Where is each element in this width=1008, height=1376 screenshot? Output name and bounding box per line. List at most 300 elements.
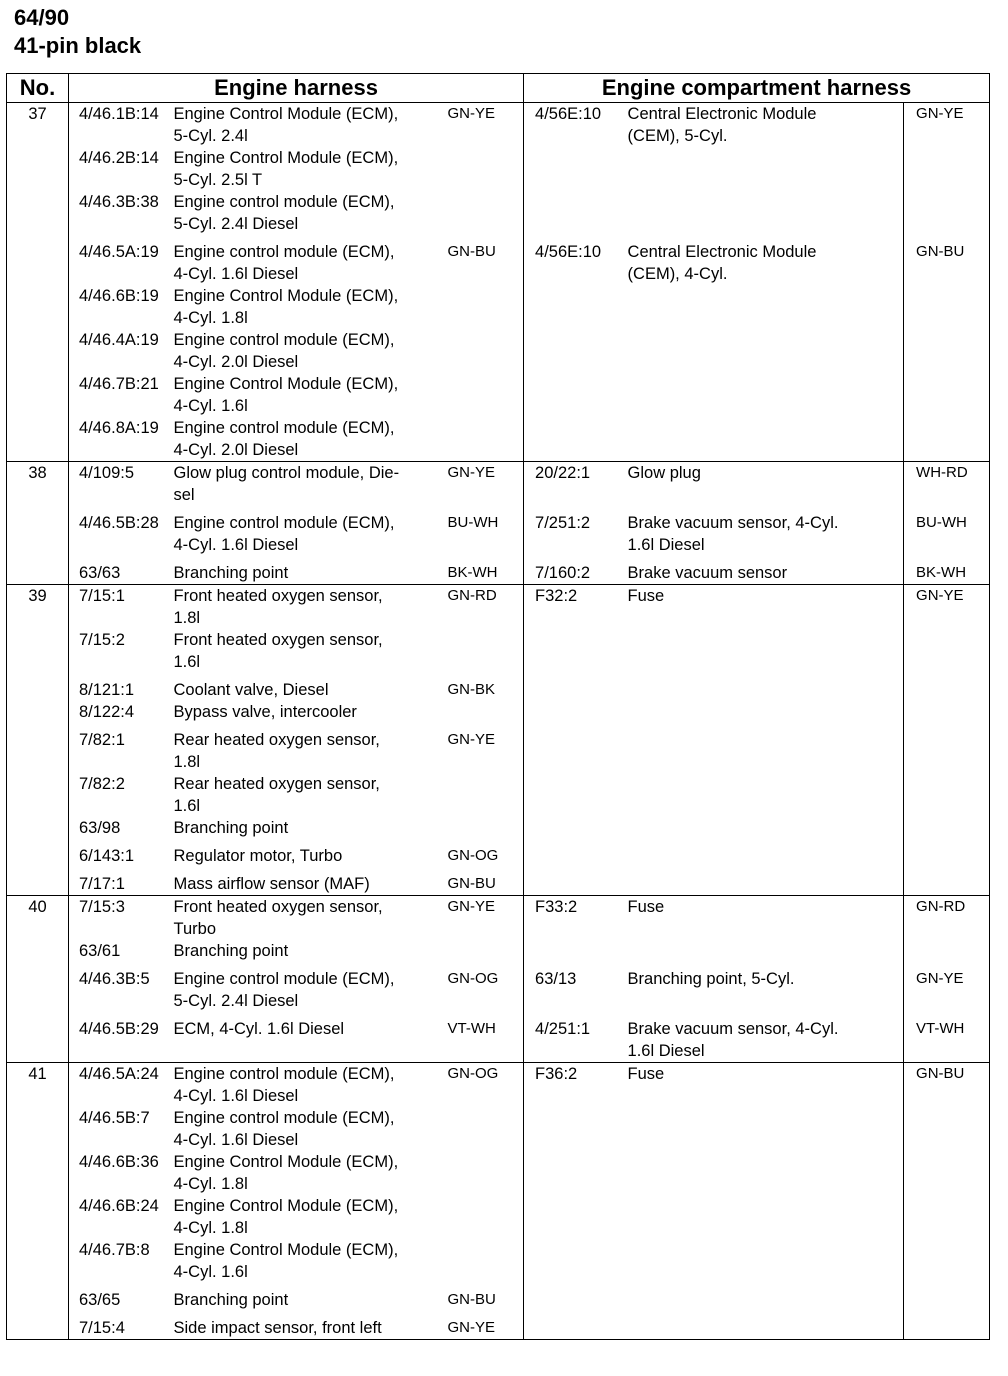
engine-connector-code: 7/17:1 [79,875,125,893]
engine-connector-code: 4/46.6B:24 [79,1197,159,1215]
pin-number [7,845,69,867]
compartment-component-description-line: Glow plug [627,464,701,482]
compartment-wire-color [904,729,990,773]
table-row [7,629,990,673]
engine-component-description-line: 4-Cyl. 1.6l [173,1263,248,1281]
compartment-component-description-line: Brake vacuum sensor, 4-Cyl. [627,514,839,532]
compartment-component-description [627,373,904,417]
engine-wire-color: GN-YE [438,729,524,773]
engine-component-description-line: Rear heated oxygen sensor, [173,731,380,749]
engine-connector-code: 4/46.2B:14 [79,149,159,167]
pin-number [7,968,69,1012]
engine-component-description [172,1195,438,1239]
pin-number [7,1151,69,1195]
engine-connector-code: 7/15:2 [79,631,125,649]
engine-component-description [172,329,438,373]
engine-wire-color: GN-YE [438,462,524,507]
pin-number [7,1289,69,1311]
engine-component-description [172,968,438,1012]
engine-component-description-line: Branching point [173,942,289,960]
engine-component-description-line: Branching point [173,1291,289,1309]
engine-connector-code: 63/63 [79,564,121,582]
compartment-connector-code [524,873,627,896]
engine-wire-color [438,1239,524,1283]
engine-component-description-line: 5-Cyl. 2.5l T [173,171,263,189]
header-no: No. [7,74,69,103]
pin-number [7,562,69,585]
table-row [7,1063,990,1108]
table-row [7,462,990,507]
compartment-component-description [627,147,904,191]
compartment-wire-color: BK-WH [904,562,990,585]
engine-component-description-line: Front heated oxygen sensor, [173,898,383,916]
table-row [7,373,990,417]
compartment-component-description [627,773,904,817]
compartment-component-description [627,1151,904,1195]
pin-number [7,679,69,701]
engine-component-description-line: Front heated oxygen sensor, [173,631,383,649]
engine-component-description [172,417,438,462]
compartment-connector-code [524,329,627,373]
engine-connector-code: 4/46.5B:29 [79,1020,159,1038]
table-row [7,329,990,373]
pin-number [7,940,69,962]
compartment-wire-color: VT-WH [904,1018,990,1063]
engine-connector-code: 4/46.6B:19 [79,287,159,305]
pin-number [7,147,69,191]
engine-component-description-line: Engine control module (ECM), [173,514,395,532]
compartment-connector-code: 20/22:1 [524,462,627,507]
compartment-connector-code: 4/56E:10 [535,243,602,261]
compartment-component-description [627,701,904,723]
engine-component-description-line: Engine Control Module (ECM), [173,1241,399,1259]
engine-connector-code: 4/46.7B:8 [79,1241,150,1259]
engine-connector-code: 7/82:2 [79,775,125,793]
compartment-component-description-line: 1.6l Diesel [627,1042,705,1060]
compartment-wire-color [904,701,990,723]
engine-wire-color [438,417,524,462]
compartment-wire-color: GN-YE [904,968,990,1012]
compartment-wire-color [904,1317,990,1340]
pin-number [7,1239,69,1283]
engine-connector-code: 63/61 [79,942,121,960]
engine-component-description-line: 4-Cyl. 1.8l [173,1219,248,1237]
table-row [7,729,990,773]
compartment-connector-code [524,147,627,191]
engine-component-description [172,462,438,507]
compartment-component-description-line: Branching point, 5-Cyl. [627,970,795,988]
engine-connector-code: 4/46.5A:19 [79,243,159,261]
engine-component-description-line: Rear heated oxygen sensor, [173,775,380,793]
engine-wire-color: GN-BK [438,679,524,701]
engine-component-description-line: 4-Cyl. 1.6l Diesel [173,1131,299,1149]
pin-number [7,729,69,773]
engine-component-description-line: Mass airflow sensor (MAF) [173,875,370,893]
engine-connector-code: 4/46.6B:36 [79,1153,159,1171]
compartment-connector-code [524,729,627,773]
table-row [7,103,990,148]
pin-number [7,873,69,896]
pin-number [7,773,69,817]
engine-component-description [172,1018,438,1063]
engine-connector-code: 4/46.5B:28 [79,514,159,532]
compartment-connector-code [524,373,627,417]
engine-connector-code: 6/143:1 [79,847,135,865]
engine-component-description [172,103,438,148]
engine-component-description-line: Bypass valve, intercooler [173,703,357,721]
compartment-component-description [627,417,904,462]
compartment-wire-color [904,329,990,373]
compartment-component-description [627,1018,904,1063]
engine-connector-code: 4/46.5B:7 [79,1109,150,1127]
title-block [14,4,141,60]
compartment-wire-color [904,629,990,673]
engine-component-description-line: 5-Cyl. 2.4l Diesel [173,215,299,233]
header-engine-harness: Engine harness [69,74,524,103]
compartment-connector-code: 63/13 [535,970,577,988]
engine-component-description-line: Glow plug control module, Die- [173,464,400,482]
engine-wire-color: GN-YE [438,896,524,941]
table-row [7,940,990,962]
pin-number: 41 [7,1063,69,1108]
engine-component-description [172,817,438,839]
engine-wire-color: BU-WH [438,512,524,556]
engine-component-description-line: 1.8l [173,609,201,627]
compartment-component-description [627,1107,904,1151]
compartment-wire-color [904,1195,990,1239]
engine-component-description-line: 1.8l [173,753,201,771]
table-row [7,1289,990,1311]
engine-connector-code: 7/15:4 [69,1317,172,1340]
compartment-component-description [627,679,904,701]
engine-component-description [172,373,438,417]
engine-component-description-line: Engine control module (ECM), [173,1109,395,1127]
engine-component-description-line: Engine Control Module (ECM), [173,287,399,305]
engine-wire-color: BK-WH [438,562,524,585]
compartment-component-description-line: Fuse [627,587,665,605]
compartment-connector-code [524,1289,627,1311]
table-row [7,1317,990,1340]
pin-number [7,191,69,235]
compartment-wire-color [904,147,990,191]
compartment-wire-color [904,817,990,839]
compartment-connector-code [524,679,627,701]
pin-number [7,417,69,462]
engine-wire-color [438,1195,524,1239]
compartment-component-description [627,1317,904,1340]
engine-wire-color [438,817,524,839]
compartment-component-description [627,729,904,773]
engine-wire-color: GN-OG [438,845,524,867]
table-row [7,417,990,462]
engine-component-description-line: Engine Control Module (ECM), [173,1197,399,1215]
compartment-connector-code [524,701,627,723]
engine-component-description [172,773,438,817]
engine-component-description [172,562,438,585]
pin-number [7,1018,69,1063]
compartment-component-description [627,968,904,1012]
compartment-component-description-line: (CEM), 4-Cyl. [627,265,728,283]
engine-component-description-line: Front heated oxygen sensor, [173,587,383,605]
table-row [7,873,990,896]
table-row [7,512,990,556]
compartment-component-description [627,512,904,556]
engine-component-description [172,241,438,285]
compartment-wire-color: GN-YE [904,103,990,148]
compartment-component-description [627,940,904,962]
table-row [7,679,990,701]
engine-wire-color [438,1107,524,1151]
compartment-wire-color [904,417,990,462]
engine-component-description-line: 4-Cyl. 1.6l Diesel [173,1087,299,1105]
compartment-connector-code: F33:2 [524,896,627,941]
pin-number [7,512,69,556]
engine-wire-color: GN-BU [438,241,524,285]
compartment-component-description-line: Central Electronic Module [627,105,817,123]
compartment-component-description-line: Fuse [627,898,665,916]
engine-component-description-line: Branching point [173,819,289,837]
compartment-wire-color: GN-BU [904,1063,990,1108]
compartment-connector-code [524,285,627,329]
table-row [7,1195,990,1239]
compartment-wire-color: BU-WH [904,512,990,556]
compartment-wire-color [904,845,990,867]
engine-component-description-line: Branching point [173,564,289,582]
compartment-component-description [627,1195,904,1239]
compartment-component-description [627,191,904,235]
engine-component-description [172,191,438,235]
compartment-connector-code [524,940,627,962]
engine-component-description-line: 5-Cyl. 2.4l Diesel [173,992,299,1010]
compartment-component-description [627,462,904,507]
pin-number: 40 [7,896,69,941]
engine-wire-color: GN-BU [438,873,524,896]
compartment-connector-code [524,845,627,867]
compartment-connector-code [524,1239,627,1283]
compartment-connector-code [524,817,627,839]
engine-component-description-line: 4-Cyl. 2.0l Diesel [173,441,299,459]
compartment-component-description [627,1063,904,1108]
engine-connector-code: 63/65 [79,1291,121,1309]
compartment-component-description [627,1239,904,1283]
engine-component-description-line: 1.6l [173,797,201,815]
engine-component-description-line: Engine Control Module (ECM), [173,1153,399,1171]
compartment-component-description [627,1289,904,1311]
table-row [7,1239,990,1283]
header-engine-compartment-harness: Engine compartment harness [524,74,990,103]
engine-connector-code: 4/46.8A:19 [79,419,159,437]
engine-connector-code: 7/82:1 [79,731,125,749]
engine-wire-color [438,191,524,235]
engine-component-description-line: Engine Control Module (ECM), [173,105,399,123]
compartment-wire-color [904,373,990,417]
engine-component-description [172,585,438,630]
table-row [7,1107,990,1151]
compartment-component-description [627,629,904,673]
engine-component-description-line: Engine control module (ECM), [173,243,395,261]
engine-wire-color [438,629,524,673]
engine-wire-color [438,1151,524,1195]
engine-component-description-line: Engine Control Module (ECM), [173,149,399,167]
compartment-wire-color [904,191,990,235]
compartment-wire-color [904,940,990,962]
engine-wire-color: VT-WH [438,1018,524,1063]
compartment-connector-code: F32:2 [524,585,627,630]
pin-number [7,241,69,285]
pin-number [7,285,69,329]
engine-wire-color: GN-RD [438,585,524,630]
pin-number [7,1317,69,1340]
compartment-component-description-line: 1.6l Diesel [627,536,705,554]
engine-connector-code: 7/15:1 [69,585,172,630]
compartment-component-description [627,562,904,585]
engine-component-description-line: Engine control module (ECM), [173,419,395,437]
table-row [7,701,990,723]
compartment-connector-code [524,773,627,817]
engine-component-description [172,1063,438,1108]
compartment-component-description [627,103,904,148]
table-row [7,968,990,1012]
table-row [7,845,990,867]
compartment-component-description-line: Brake vacuum sensor, 4-Cyl. [627,1020,839,1038]
compartment-wire-color: GN-YE [904,585,990,630]
compartment-wire-color [904,679,990,701]
table-row [7,817,990,839]
pin-number: 39 [7,585,69,630]
compartment-wire-color [904,285,990,329]
compartment-component-description [627,896,904,941]
compartment-connector-code: F36:2 [524,1063,627,1108]
pin-number [7,1107,69,1151]
table-header-row [7,74,990,103]
engine-component-description-line: 1.6l [173,653,201,671]
compartment-wire-color [904,1289,990,1311]
engine-wire-color [438,285,524,329]
table-row [7,191,990,235]
engine-component-description-line: ECM, 4-Cyl. 1.6l Diesel [173,1020,345,1038]
compartment-connector-code [524,1151,627,1195]
connector-title: 41-pin black [14,33,142,58]
engine-component-description [172,285,438,329]
engine-component-description-line: 4-Cyl. 2.0l Diesel [173,353,299,371]
engine-component-description [172,1289,438,1311]
engine-component-description-line: Engine control module (ECM), [173,1065,395,1083]
pin-number [7,1195,69,1239]
engine-component-description-line: Turbo [173,920,216,938]
compartment-component-description [627,845,904,867]
table-row [7,585,990,630]
engine-component-description-line: Engine control module (ECM), [173,331,395,349]
table-row [7,896,990,941]
engine-component-description [172,940,438,962]
compartment-wire-color [904,773,990,817]
compartment-connector-code [524,629,627,673]
table-row [7,241,990,285]
engine-component-description [172,1239,438,1283]
engine-wire-color: GN-OG [438,968,524,1012]
engine-component-description-line: Side impact sensor, front left [173,1319,382,1337]
engine-wire-color [438,701,524,723]
engine-component-description [172,629,438,673]
compartment-connector-code [524,1317,627,1340]
pin-number [7,629,69,673]
engine-component-description [172,512,438,556]
compartment-component-description [627,329,904,373]
pin-number: 38 [7,462,69,507]
engine-component-description-line: Engine control module (ECM), [173,970,395,988]
engine-wire-color [438,940,524,962]
engine-component-description-line: Regulator motor, Turbo [173,847,343,865]
engine-connector-code: 4/46.7B:21 [79,375,159,393]
engine-component-description-line: 4-Cyl. 1.6l Diesel [173,536,299,554]
compartment-wire-color [904,1107,990,1151]
engine-component-description [172,845,438,867]
compartment-component-description [627,585,904,630]
engine-connector-code: 8/122:4 [79,703,135,721]
compartment-component-description-line: Fuse [627,1065,665,1083]
compartment-connector-code: 4/56E:10 [524,103,627,148]
engine-component-description-line: 5-Cyl. 2.4l [173,127,248,145]
engine-component-description-line: Coolant valve, Diesel [173,681,329,699]
compartment-wire-color [904,873,990,896]
engine-component-description [172,1107,438,1151]
engine-component-description [172,1317,438,1340]
compartment-component-description [627,241,904,285]
engine-component-description-line: 4-Cyl. 1.6l [173,397,248,415]
engine-component-description-line: Engine Control Module (ECM), [173,375,399,393]
engine-component-description-line: sel [173,486,195,504]
engine-component-description [172,1151,438,1195]
engine-wire-color [438,329,524,373]
engine-component-description [172,873,438,896]
compartment-connector-code: 4/251:1 [535,1020,591,1038]
compartment-connector-code [524,1195,627,1239]
table-row [7,1018,990,1063]
compartment-wire-color: WH-RD [904,462,990,507]
compartment-component-description-line: (CEM), 5-Cyl. [627,127,728,145]
engine-wire-color [438,773,524,817]
engine-component-description-line: 4-Cyl. 1.6l Diesel [173,265,299,283]
engine-component-description [172,147,438,191]
compartment-component-description [627,285,904,329]
compartment-component-description [627,817,904,839]
table-row [7,1151,990,1195]
pin-number [7,701,69,723]
engine-wire-color: GN-OG [438,1063,524,1108]
pin-number [7,329,69,373]
compartment-component-description-line: Central Electronic Module [627,243,817,261]
table-body [7,103,990,1340]
engine-wire-color: GN-BU [438,1289,524,1311]
engine-component-description-line: 4-Cyl. 1.8l [173,1175,248,1193]
engine-connector-code: 4/109:5 [69,462,172,507]
compartment-wire-color [904,1151,990,1195]
pin-number [7,373,69,417]
compartment-connector-code [524,417,627,462]
engine-component-description [172,679,438,701]
table-row [7,773,990,817]
compartment-component-description [627,873,904,896]
engine-connector-code: 7/15:3 [69,896,172,941]
engine-connector-code: 4/46.3B:5 [79,970,150,988]
compartment-connector-code: 7/160:2 [535,564,591,582]
engine-component-description [172,896,438,941]
engine-component-description [172,701,438,723]
engine-connector-code: 8/121:1 [79,681,135,699]
compartment-connector-code: 7/251:2 [535,514,591,532]
table-row [7,285,990,329]
compartment-wire-color: GN-RD [904,896,990,941]
